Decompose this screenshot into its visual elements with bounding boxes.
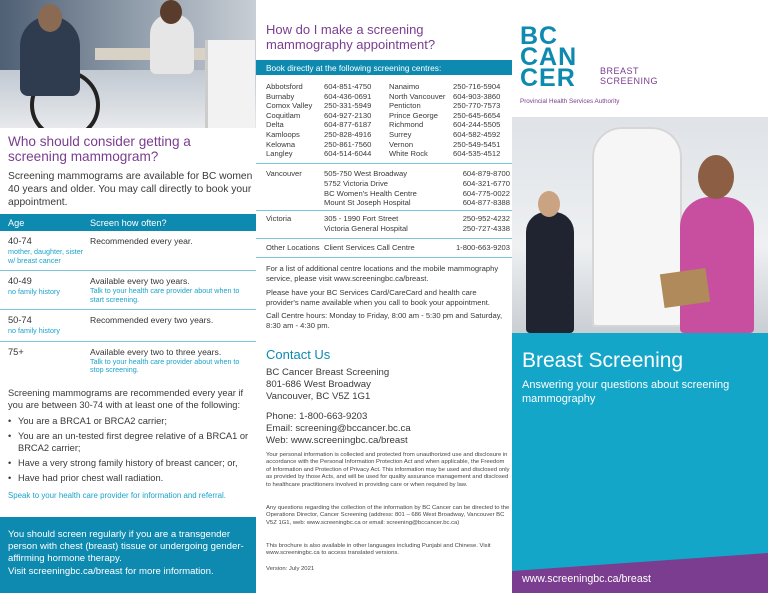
- victoria-address: Victoria General Hospital: [324, 223, 408, 233]
- transgender-band: [0, 517, 256, 593]
- centres-list: [266, 82, 510, 159]
- authority-text: Provincial Health Services Authority: [520, 98, 620, 105]
- photo-machine: [205, 40, 255, 128]
- risk-note: Speak to your health care provider for information and referral.: [8, 491, 226, 500]
- panel-left: [0, 0, 256, 593]
- photo-staff-right: [680, 197, 754, 333]
- risk-item: • Have had prior chest wall radiation.: [8, 472, 253, 484]
- risk-item: • Have a very strong family history of breast cancer; or,: [8, 457, 253, 469]
- contact-address-line: 801-686 West Broadway: [266, 379, 371, 390]
- contact-address-line: BC Cancer Breast Screening: [266, 367, 390, 378]
- vancouver-phone: 604-321-6770: [462, 178, 510, 188]
- vancouver-block: [266, 169, 510, 208]
- centre-phone: 250-716-5904: [453, 82, 501, 91]
- centre-phone: 604-927-2130: [324, 110, 372, 120]
- panel-middle: [256, 0, 512, 593]
- centre-phone: 250-645-6654: [453, 110, 501, 120]
- centre-phone: 604-244-5505: [453, 120, 501, 130]
- row-age: 40-49: [8, 276, 32, 286]
- info-hours: Call Centre hours: Monday to Friday, 8:00 am - 5:30 pm and Saturday, 8:30 am - 4:30 pm.: [266, 311, 503, 330]
- centres-row: [266, 120, 510, 130]
- intro-text: Screening mammograms are available for BC women 40 years and older. You may call directly to book your appointment.: [8, 171, 253, 208]
- panel-cover: [512, 0, 768, 593]
- logo-wordmark: [520, 22, 578, 92]
- header-age: Age: [8, 217, 25, 228]
- table-row: [0, 342, 256, 380]
- victoria-phone: 250-727-4338: [462, 223, 510, 233]
- age-table: [0, 214, 256, 380]
- logo-line: CAN: [520, 43, 578, 71]
- photo-technologist-head: [160, 0, 182, 24]
- row-recommendation-note: Talk to your health care provider about when to stop screening.: [90, 356, 240, 374]
- centres-row: [266, 111, 510, 121]
- row-recommendation: Recommended every two years.: [90, 315, 214, 325]
- centre-city: Nanaimo: [389, 82, 420, 91]
- contact-phone: Phone: 1-800-663-9203: [266, 411, 368, 422]
- contact-title: Contact Us: [266, 347, 331, 362]
- centre-phone: 604-514-6044: [324, 149, 372, 159]
- table-row: [0, 310, 256, 342]
- info-carecard: Please have your BC Services Card/CareCard and health care provider's name available when you call to book your appointment.: [266, 288, 490, 307]
- centres-row: [266, 130, 510, 140]
- vancouver-address: BC Women's Health Centre: [324, 188, 417, 198]
- centres-row: [266, 140, 510, 150]
- divider: [256, 257, 512, 258]
- other-name: Client Services Call Centre: [324, 243, 415, 252]
- centre-phone: 604-436-0691: [324, 91, 372, 101]
- photo-staff-left-head: [538, 191, 560, 217]
- centre-phone: 250-770-7573: [453, 101, 501, 111]
- row-age-note: mother, daughter, sister w/ breast cancer: [8, 247, 84, 265]
- centres-row: [266, 149, 510, 159]
- table-row: [0, 271, 256, 310]
- info-locations: For a list of additional centre locations and the mobile mammography service, please visit www.screeningbc.ca/breast.: [266, 264, 499, 283]
- contact-address: [266, 367, 510, 403]
- contact-web: Web: www.screeningbc.ca/breast: [266, 435, 408, 446]
- centre-phone: 604-903-3860: [453, 91, 501, 101]
- risk-intro: Screening mammograms are recommended every year if you are between 30-74 with at least one of the following:: [8, 388, 244, 410]
- other-locations-row: [266, 243, 510, 252]
- risk-list: [8, 415, 253, 484]
- logo-sub-line: BREAST: [600, 66, 640, 76]
- row-recommendation: Available every two years.: [90, 276, 190, 286]
- table-row: [0, 231, 256, 271]
- row-recommendation-note: Talk to your health care provider about when to start screening.: [90, 286, 240, 304]
- centre-city: Surrey: [389, 129, 412, 139]
- privacy-notice: Your personal information is collected and protected from unauthorized use and disclosure in accordance with the Personal Information Protection Act and when applicable, the Freedom of Information and Protection of Privacy Act. This information may be used and disclosed only as provided by those Acts, and will be used for quality assurance management and disclosed to healthcare practitioners involved in providing care or when required by law.: [266, 452, 510, 488]
- victoria-block: [266, 214, 510, 234]
- centre-phone: 604-851-4750: [324, 82, 372, 91]
- cover-url: www.screeningbc.ca/breast: [522, 573, 651, 585]
- contact-address-line: Vancouver, BC V5Z 1G1: [266, 391, 371, 402]
- cover-title: Breast Screening: [522, 349, 684, 372]
- centre-city: Burnaby: [266, 91, 295, 101]
- centre-city: Comox Valley: [266, 101, 313, 111]
- photo-staff-right-head: [698, 155, 734, 199]
- row-age-note: no family history: [8, 326, 60, 335]
- divider: [256, 238, 512, 239]
- victoria-address: 305 - 1990 Fort Street: [324, 214, 399, 223]
- logo-line: BC: [520, 22, 559, 50]
- section-title-who: Who should consider getting a screening mammogram?: [8, 134, 191, 164]
- logo-subtitle: [600, 66, 658, 86]
- centre-phone: 250-331-5949: [324, 101, 372, 111]
- centre-city: Penticton: [389, 101, 421, 111]
- centre-phone: 250-828-4916: [324, 129, 372, 139]
- age-table-header: [0, 214, 256, 231]
- divider: [256, 210, 512, 211]
- centre-phone: 250-549-5451: [453, 139, 501, 149]
- questions-notice: Any questions regarding the collection of the information by BC Cancer can be directed to the Operations Director, Cancer Screening (address: 801 – 686 West Broadway, Vancouver BC V5Z 1G1, web: www.screeningbc.ca or email: screening@bccancer.bc.ca): [266, 505, 510, 526]
- bc-cancer-logo: [520, 22, 760, 106]
- logo-line: CER: [520, 64, 576, 92]
- victoria-city: Victoria: [266, 214, 292, 223]
- risk-item: • You are a BRCA1 or BRCA2 carrier;: [8, 415, 253, 427]
- row-age: 50-74: [8, 315, 32, 325]
- centre-city: Vernon: [389, 139, 414, 149]
- photo-patient-consultation: [0, 0, 256, 128]
- logo-sub-line: SCREENING: [600, 76, 659, 86]
- centre-city: Langley: [266, 149, 293, 159]
- row-age: 40-74: [8, 236, 32, 246]
- centre-city: North Vancouver: [389, 91, 446, 101]
- row-recommendation: Recommended every year.: [90, 236, 193, 246]
- book-header: Book directly at the following screening centres:: [256, 60, 512, 75]
- other-label: Other Locations: [266, 243, 320, 252]
- photo-mammography-staff: [512, 117, 768, 333]
- band-link-text: Visit screeningbc.ca/breast for more information.: [8, 565, 214, 577]
- centre-phone: 604-582-4592: [453, 129, 501, 139]
- band-text: You should screen regularly if you are a transgender person with chest (breast) tissue or undergoing gender-affirming hormone therapy.: [8, 529, 244, 565]
- row-age-note: no family history: [8, 287, 60, 296]
- section-title-appointment: How do I make a screening mammography appointment?: [266, 22, 436, 52]
- centre-city: Abbotsford: [266, 82, 303, 91]
- contact-email: Email: screening@bccancer.bc.ca: [266, 423, 411, 434]
- centre-city: Kamloops: [266, 129, 300, 139]
- risk-section: [8, 387, 253, 502]
- vancouver-phone: 604-879-8700: [462, 169, 510, 178]
- row-age: 75+: [8, 346, 24, 357]
- vancouver-phone: 604-877-8388: [462, 198, 510, 208]
- header-frequency: Screen how often?: [90, 217, 167, 228]
- centre-city: Coquitlam: [266, 110, 301, 120]
- risk-item: • You are an un-tested first degree relative of a BRCA1 or BRCA2 carrier;: [8, 430, 253, 454]
- centre-city: White Rock: [389, 149, 428, 159]
- centre-city: Kelowna: [266, 139, 296, 149]
- divider: [256, 163, 512, 164]
- other-phone: 1-800-663-9203: [455, 243, 510, 252]
- centre-city: Delta: [266, 120, 284, 130]
- centres-row: [266, 82, 510, 92]
- vancouver-phone: 604-775-0022: [462, 188, 510, 198]
- centre-city: Prince George: [389, 110, 438, 120]
- cover-band: [512, 333, 768, 593]
- vancouver-address: 5752 Victoria Drive: [324, 178, 389, 188]
- languages-notice: This brochure is also available in other languages including Punjabi and Chinese. Visit www.screeningbc.ca to access translated versions.: [266, 543, 491, 557]
- victoria-phone: 250-952-4232: [462, 214, 510, 223]
- photo-patient-head: [38, 4, 62, 32]
- centre-phone: 604-535-4512: [453, 149, 501, 159]
- vancouver-address: Mount St Joseph Hospital: [324, 198, 411, 208]
- vancouver-city: Vancouver: [266, 169, 302, 178]
- version-text: Version: July 2021: [266, 566, 315, 572]
- contact-details: [266, 411, 510, 447]
- centres-row: [266, 101, 510, 111]
- centre-phone: 250-861-7560: [324, 139, 372, 149]
- centre-phone: 604-877-6187: [324, 120, 372, 130]
- row-recommendation: Available every two to three years.: [90, 346, 222, 357]
- centres-row: [266, 92, 510, 102]
- centre-city: Richmond: [389, 120, 424, 130]
- vancouver-address: 505-750 West Broadway: [324, 169, 408, 178]
- cover-subtitle: Answering your questions about screening mammography: [522, 379, 730, 405]
- photo-staff-left: [526, 212, 574, 333]
- photo-clipboard: [660, 268, 710, 308]
